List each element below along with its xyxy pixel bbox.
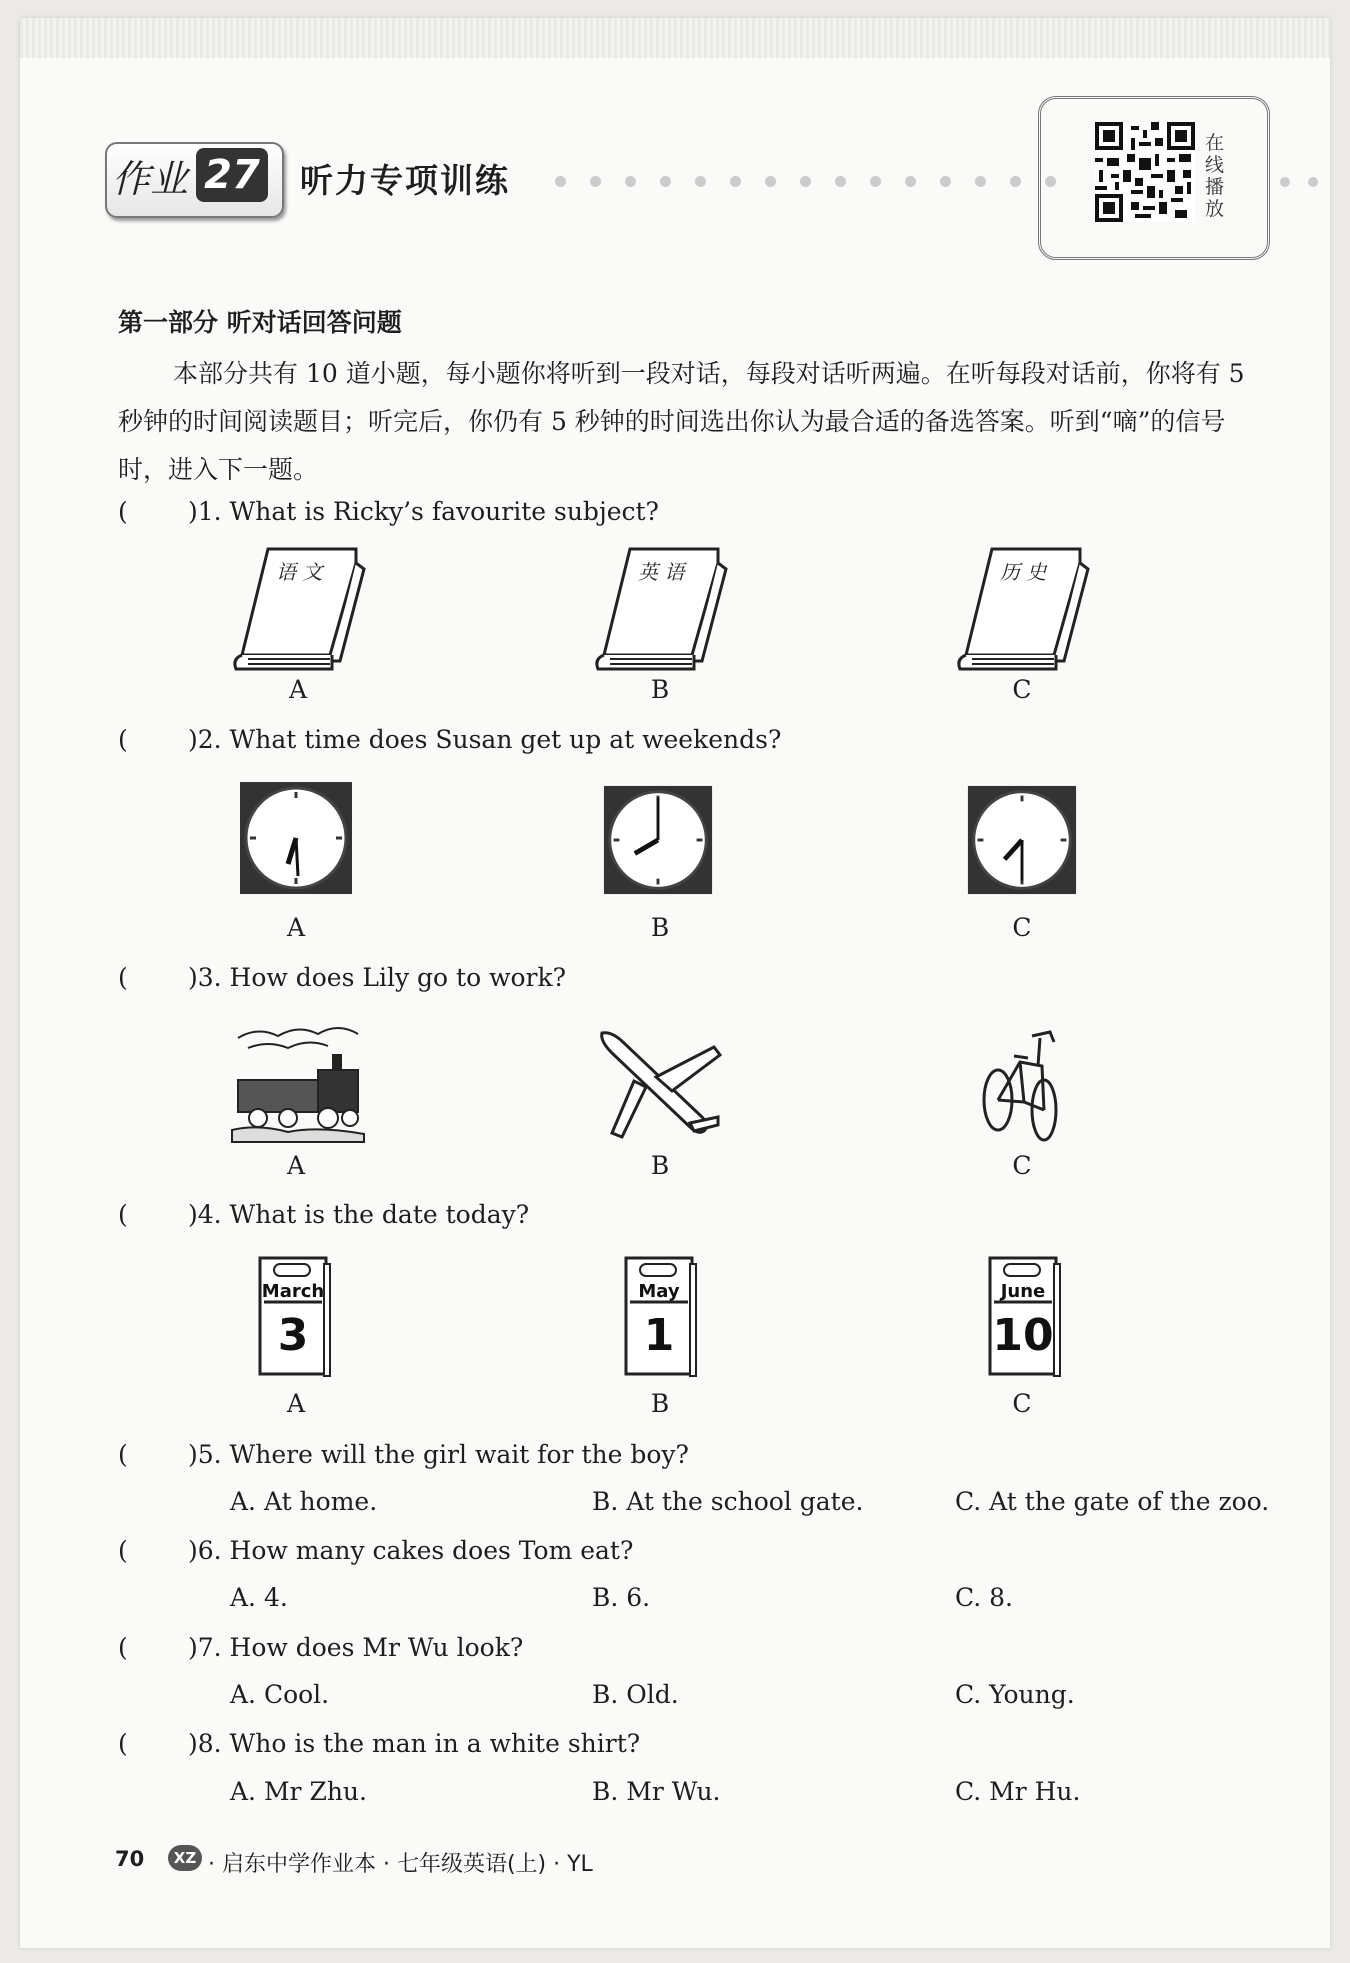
calendar-icon[interactable] — [252, 1254, 332, 1378]
book-icon[interactable] — [228, 543, 368, 671]
question-text: )6. How many cakes does Tom eat? — [188, 1536, 634, 1565]
top-band — [20, 18, 1330, 58]
section-instructions: 本部分共有 10 道小题，每小题你将听到一段对话，每段对话听两遍。在听每段对话前，你将有 5 秒钟的时间阅读题目；听完后，你仍有 5 秒钟的时间选出你认为最合适的备选答案。听到“嘀”的信号时，进入下一题。 — [118, 359, 1245, 484]
calendar-day: 1 — [643, 1310, 675, 1361]
book-icon[interactable] — [952, 543, 1092, 671]
book-title: · 启东中学作业本 · 七年级英语(上) · YL — [208, 1852, 593, 1877]
option-letter: A — [286, 913, 306, 942]
book-label: 英 语 — [638, 560, 685, 584]
section-title: 第一部分 听对话回答问题 — [118, 308, 402, 337]
option-letter: B — [650, 913, 670, 942]
clock-icon[interactable] — [966, 784, 1078, 896]
calendar-icon[interactable] — [982, 1254, 1062, 1378]
qr-code-icon[interactable] — [1095, 122, 1195, 222]
option-b[interactable]: B. 6. — [592, 1583, 651, 1612]
clock-icon[interactable] — [238, 780, 354, 896]
question-text: )5. Where will the girl wait for the boy? — [188, 1440, 689, 1469]
option-letter: A — [288, 675, 308, 704]
option-a[interactable]: A. At home. — [230, 1487, 378, 1516]
answer-paren[interactable]: ( — [118, 725, 128, 754]
book-label: 历 史 — [1000, 560, 1047, 584]
page-title: 听力专项训练 — [300, 161, 510, 200]
option-c[interactable]: C. 8. — [955, 1583, 1013, 1612]
airplane-icon[interactable] — [594, 1025, 726, 1145]
homework-label: 作业 — [112, 157, 189, 201]
option-letter: B — [650, 675, 670, 704]
bicycle-icon[interactable] — [980, 1018, 1064, 1146]
option-c[interactable]: C. Young. — [955, 1680, 1075, 1709]
option-letter: B — [650, 1151, 670, 1180]
option-a[interactable]: A. Mr Zhu. — [230, 1777, 367, 1806]
answer-paren[interactable]: ( — [118, 1440, 128, 1469]
homework-number: 27 — [196, 148, 268, 202]
answer-paren[interactable]: ( — [118, 963, 128, 992]
question-text: )1. What is Ricky’s favourite subject? — [188, 497, 659, 526]
option-letter: C — [1012, 913, 1032, 942]
option-letter: C — [1012, 1151, 1032, 1180]
option-b[interactable]: B. Old. — [592, 1680, 679, 1709]
option-a[interactable]: A. Cool. — [230, 1680, 330, 1709]
option-a[interactable]: A. 4. — [230, 1583, 288, 1612]
book-icon[interactable] — [590, 543, 730, 671]
train-icon[interactable] — [228, 1020, 368, 1144]
answer-paren[interactable]: ( — [118, 1729, 128, 1758]
question-text: )3. How does Lily go to work? — [188, 963, 567, 992]
question-text: )8. Who is the man in a white shirt? — [188, 1729, 641, 1758]
option-c[interactable]: C. Mr Hu. — [955, 1777, 1081, 1806]
option-b[interactable]: B. At the school gate. — [592, 1487, 864, 1516]
option-letter: C — [1012, 675, 1032, 704]
option-letter: A — [286, 1389, 306, 1418]
answer-paren[interactable]: ( — [118, 497, 128, 526]
book-label: 语 文 — [276, 560, 323, 584]
option-letter: A — [286, 1151, 306, 1180]
calendar-month: June — [1000, 1281, 1046, 1302]
option-b[interactable]: B. Mr Wu. — [592, 1777, 721, 1806]
publisher-logo: XZ — [168, 1845, 202, 1871]
question-text: )4. What is the date today? — [188, 1200, 530, 1229]
calendar-icon[interactable] — [618, 1254, 698, 1378]
calendar-day: 10 — [992, 1310, 1054, 1361]
calendar-month: March — [261, 1281, 325, 1302]
qr-caption: 在线播放 — [1205, 132, 1225, 220]
decorative-dots — [555, 172, 1080, 191]
option-letter: B — [650, 1389, 670, 1418]
question-text: )2. What time does Susan get up at weekends? — [188, 725, 782, 754]
question-text: )7. How does Mr Wu look? — [188, 1633, 524, 1662]
answer-paren[interactable]: ( — [118, 1633, 128, 1662]
answer-paren[interactable]: ( — [118, 1200, 128, 1229]
clock-icon[interactable] — [602, 784, 714, 896]
page-number: 70 — [115, 1847, 145, 1871]
edge-dots — [1280, 172, 1336, 191]
calendar-month: May — [638, 1281, 680, 1302]
answer-paren[interactable]: ( — [118, 1536, 128, 1565]
option-c[interactable]: C. At the gate of the zoo. — [955, 1487, 1270, 1516]
calendar-day: 3 — [277, 1310, 309, 1361]
option-letter: C — [1012, 1389, 1032, 1418]
